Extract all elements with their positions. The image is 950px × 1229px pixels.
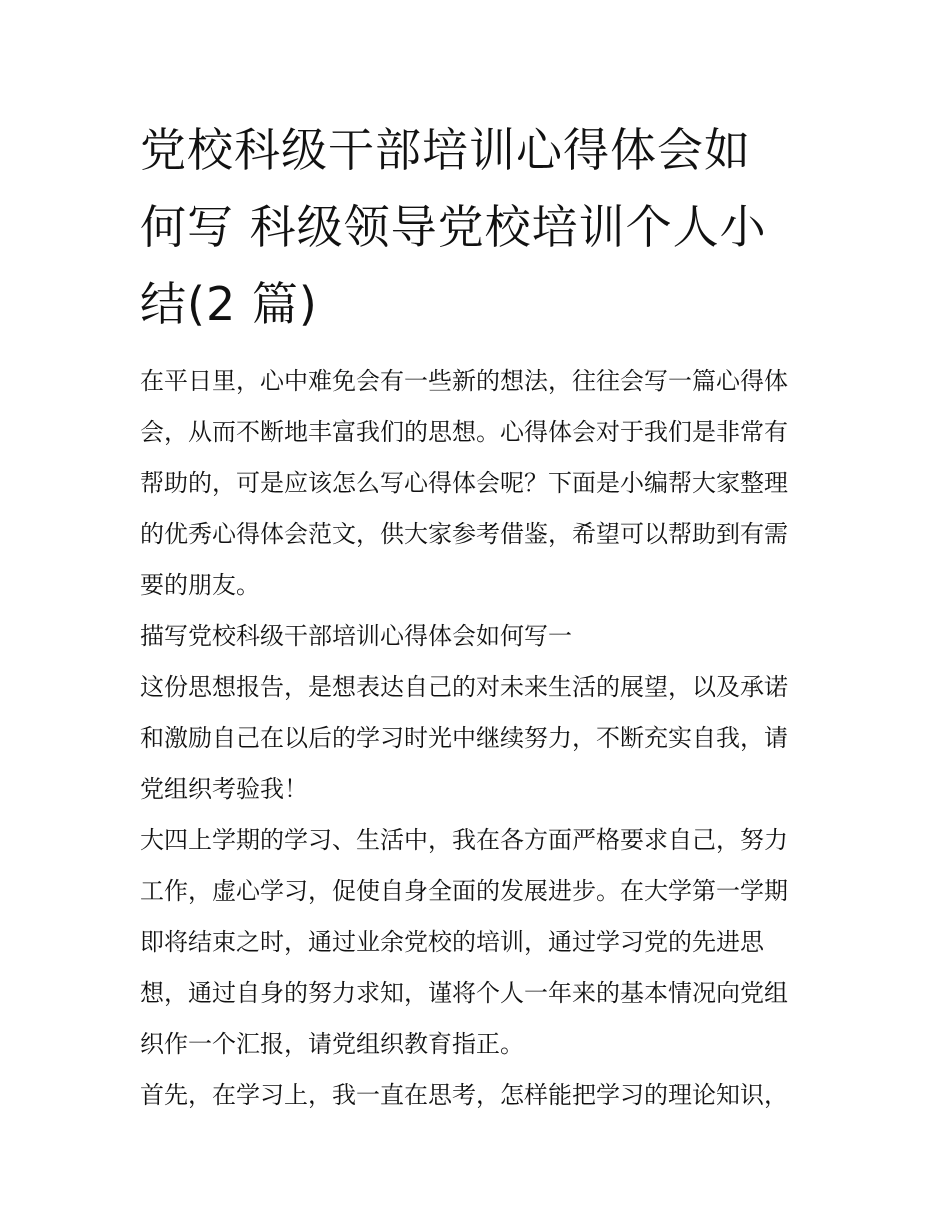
body-paragraph [140,815,820,1070]
body-paragraph [140,662,820,815]
text-line: 这份思想报告，是想表达自己的对未来生活的展望，以及承诺 [140,673,788,701]
text-line: 大四上学期的学习、生活中，我在各方面严格要求自己，努力 [140,826,788,854]
body-paragraph [140,1070,820,1121]
document-body [140,356,820,1121]
text-line: 要的朋友。 [140,571,260,599]
text-line: 织作一个汇报，请党组织教育指正。 [140,1030,524,1058]
text-line: 工作，虚心学习，促使自身全面的发展进步。在大学第一学期 [140,877,788,905]
text-line: 帮助的，可是应该怎么写心得体会呢？下面是小编帮大家整理 [140,469,788,497]
text-line: 首先，在学习上，我一直在思考，怎样能把学习的理论知识， [140,1081,788,1109]
text-line: 描写党校科级干部培训心得体会如何写一 [140,622,572,650]
document-title [140,112,820,343]
text-line: 想，通过自身的努力求知，谨将个人一年来的基本情况向党组 [140,979,788,1007]
title-line: 结(2 篇) [140,277,318,331]
text-line: 党组织考验我！ [140,775,308,803]
text-line: 会，从而不断地丰富我们的思想。心得体会对于我们是非常有 [140,418,788,446]
text-line: 在平日里，心中难免会有一些新的想法，往往会写一篇心得体 [140,367,788,395]
title-line: 何写 科级领导党校培训个人小 [140,200,767,254]
title-line: 党校科级干部培训心得体会如 [140,123,751,177]
text-line: 和激励自己在以后的学习时光中继续努力，不断充实自我，请 [140,724,788,752]
intro-paragraph [140,356,820,611]
text-line: 的优秀心得体会范文，供大家参考借鉴，希望可以帮助到有需 [140,520,788,548]
text-line: 即将结束之时，通过业余党校的培训，通过学习党的先进思 [140,928,764,956]
section-heading [140,611,820,662]
